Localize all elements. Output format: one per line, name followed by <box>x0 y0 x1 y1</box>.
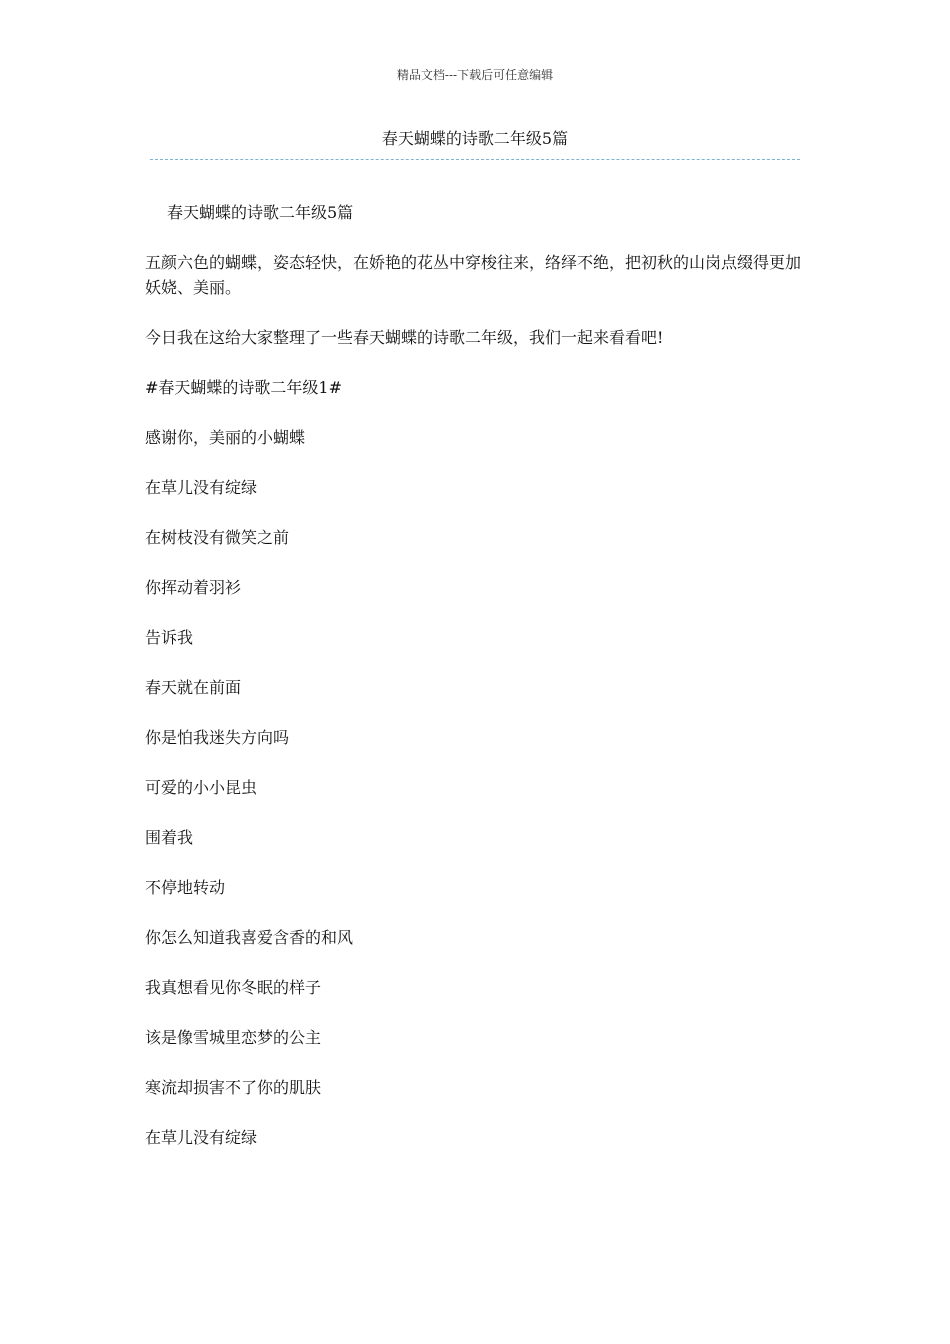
poem-line: 你怎么知道我喜爱含香的和风 <box>145 928 354 947</box>
poem-line: 该是像雪城里恋梦的公主 <box>145 1028 322 1047</box>
title-divider <box>150 159 800 160</box>
document-title: 春天蝴蝶的诗歌二年级5篇 <box>381 129 569 148</box>
poem-line: 围着我 <box>145 828 194 847</box>
poem-line: 在草儿没有绽绿 <box>145 1128 258 1147</box>
poem-line: 我真想看见你冬眠的样子 <box>145 978 322 997</box>
document-subtitle: 春天蝴蝶的诗歌二年级5篇 <box>167 203 354 222</box>
poem-line: 告诉我 <box>145 628 194 647</box>
poem-line: 寒流却损害不了你的肌肤 <box>145 1078 322 1097</box>
poem-line: 在树枝没有微笑之前 <box>145 528 290 547</box>
poem-line: 你是怕我迷失方向吗 <box>145 728 290 747</box>
poem-line: 感谢你，美丽的小蝴蝶 <box>145 428 306 447</box>
section-heading: #春天蝴蝶的诗歌二年级1# <box>145 378 342 397</box>
document-body <box>145 200 810 1175</box>
intro-paragraph: 五颜六色的蝴蝶，姿态轻快，在娇艳的花丛中穿梭往来，络绎不绝，把初秋的山岗点缀得更加妖娆、美丽。 <box>145 253 802 297</box>
header-note: 精品文档---下载后可任意编辑 <box>396 68 554 82</box>
poem-line: 春天就在前面 <box>145 678 242 697</box>
poem-line: 你挥动着羽衫 <box>145 578 242 597</box>
poem-line: 在草儿没有绽绿 <box>145 478 258 497</box>
lead-paragraph: 今日我在这给大家整理了一些春天蝴蝶的诗歌二年级，我们一起来看看吧! <box>145 328 664 347</box>
poem-line: 不停地转动 <box>145 878 226 897</box>
poem <box>145 425 810 1150</box>
poem-line: 可爱的小小昆虫 <box>145 778 258 797</box>
